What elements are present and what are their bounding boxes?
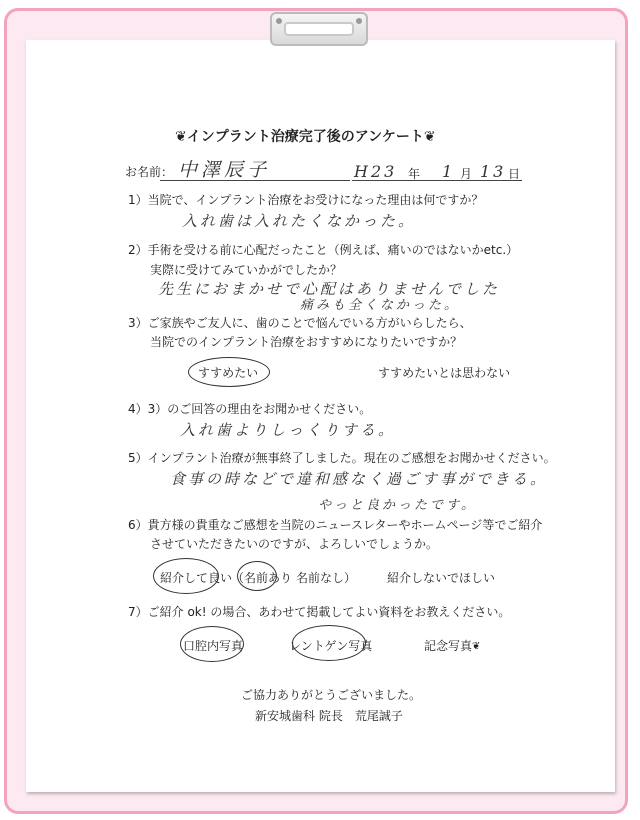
q1-question: 1）当院で、インプラント治療をお受けになった理由は何ですか？ bbox=[128, 193, 484, 207]
q7-option-oral: 口腔内写真 bbox=[183, 639, 244, 653]
date-underline bbox=[352, 180, 522, 181]
q6-option-no-name: 名前なし） bbox=[296, 571, 357, 585]
q3-option-no: すすめたいとは思わない bbox=[378, 366, 511, 380]
date-month-handwritten: 1 bbox=[442, 162, 456, 181]
q4-question: 4）3）のご回答の理由をお聞かせください。 bbox=[128, 402, 372, 416]
q3-question-line2: 当院でのインプラント治療をおすすめになりたいですか？ bbox=[150, 335, 463, 349]
date-year-handwritten: H23 bbox=[354, 162, 398, 181]
q2-question-line1: 2）手術を受ける前に心配だったこと（例えば、痛いのではないかetc.） bbox=[128, 243, 519, 257]
q1-answer: 入れ歯は入れたくなかった。 bbox=[182, 212, 417, 230]
clinic-signature: 新安城歯科 院長 荒尾誠子 bbox=[255, 709, 403, 723]
q5-answer-line1: 食事の時などで違和感なく過ごす事ができる。 bbox=[170, 470, 549, 488]
q6-ok-circle-mark bbox=[153, 558, 219, 594]
closing-message: ご協力ありがとうございました。 bbox=[241, 688, 422, 702]
q6-question-line2: させていただきたいのですが、よろしいでしょうか。 bbox=[150, 537, 439, 551]
q7-question: 7）ご紹介 ok! の場合、あわせて掲載してよい資料をお教えください。 bbox=[128, 605, 511, 619]
q6-question-line1: 6）貴方様の貴重なご感想を当院のニュースレターやホームページ等でご紹介 bbox=[128, 518, 543, 532]
date-month-label: 月 bbox=[460, 167, 473, 181]
name-label: お名前： bbox=[125, 165, 174, 179]
q5-question: 5）インプラント治療が無事終了しました。現在のご感想をお聞かせください。 bbox=[128, 451, 556, 465]
q7-oral-circle-mark bbox=[180, 626, 244, 662]
date-day-label: 日 bbox=[508, 167, 521, 181]
clip-rivet-right bbox=[356, 18, 362, 24]
clip-rivet-left bbox=[276, 18, 282, 24]
clipboard-clip bbox=[270, 12, 368, 46]
date-day-handwritten: 13 bbox=[480, 162, 507, 181]
q3-option-yes: すすめたい bbox=[198, 366, 259, 380]
name-underline bbox=[160, 180, 350, 181]
q2-answer-line2: 痛みも全くなかった。 bbox=[300, 298, 461, 313]
q6-with-name-circle-mark bbox=[237, 561, 277, 591]
q7-option-memorial: 記念写真 bbox=[424, 639, 473, 653]
q5-answer-line2: やっと良かったです。 bbox=[318, 498, 477, 513]
q7-xray-circle-mark bbox=[292, 625, 366, 661]
q3-yes-circle-mark bbox=[188, 357, 270, 387]
clip-slot bbox=[284, 22, 354, 36]
q3-question-line1: 3）ご家族やご友人に、歯のことで悩んでいる方がいらしたら、 bbox=[128, 316, 472, 330]
survey-title: ❦インプラント治療完了後のアンケート❦ bbox=[175, 129, 436, 145]
q6-option-ng: 紹介しないでほしい bbox=[387, 571, 496, 585]
q2-question-line2: 実際に受けてみていかがでしたか？ bbox=[150, 263, 343, 277]
q6-option-with-name: （名前あり bbox=[232, 571, 293, 585]
scribble-mark-icon: ❦ bbox=[472, 641, 481, 652]
date-year-label: 年 bbox=[408, 167, 421, 181]
survey-sheet bbox=[26, 40, 615, 792]
name-handwritten: 中澤辰子 bbox=[178, 159, 271, 181]
q6-option-ok: 紹介して良い bbox=[160, 571, 233, 585]
q2-answer-line1: 先生におまかせで心配はありませんでした bbox=[158, 280, 501, 298]
q4-answer: 入れ歯よりしっくりする。 bbox=[180, 421, 397, 439]
q7-option-xray: レントゲン写真 bbox=[289, 639, 373, 653]
